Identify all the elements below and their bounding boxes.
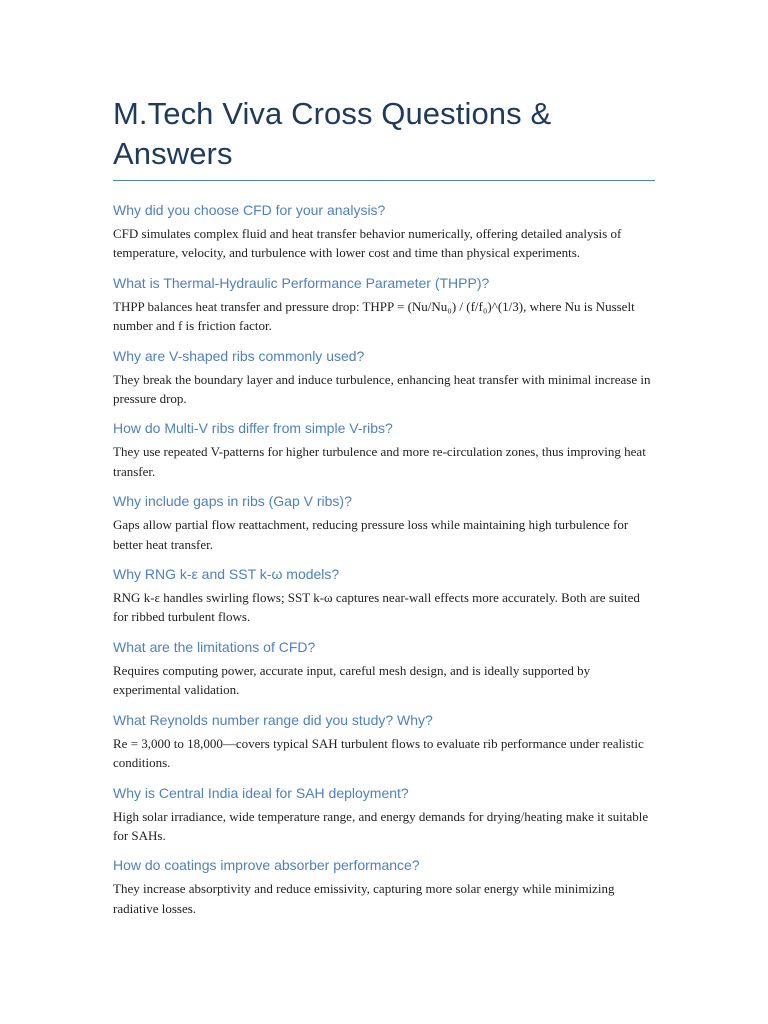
question-heading: What are the limitations of CFD? [113,638,316,655]
answer-paragraph: Requires computing power, accurate input, careful mesh design, and is ideally supported by experimental validation. [113,662,591,698]
question-heading: Why is Central India ideal for SAH deployment? [113,784,409,801]
answer-paragraph: RNG k-ε handles swirling flows; SST k-ω captures near-wall effects more accurately. Both are suited for ribbed turbulent flows. [113,590,640,625]
answer-paragraph: CFD simulates complex fluid and heat transfer behavior numerically, offering detailed analysis of temperature, velocity, and turbulence with lower cost and time than physical experiments. [113,226,622,261]
document-title: M.Tech Viva Cross Questions & Answers [113,96,552,171]
question-heading: How do Multi-V ribs differ from simple V-ribs? [113,420,393,437]
qa-list [113,200,655,918]
question-heading: Why include gaps in ribs (Gap V ribs)? [113,493,352,510]
answer-paragraph: Gaps allow partial flow reattachment, reducing pressure loss while maintaining high turbulence for better heat transfer. [113,517,629,552]
qa-item [113,783,655,846]
answer-paragraph: They increase absorptivity and reduce emissivity, capturing more solar energy while minimizing radiative losses. [113,881,615,916]
qa-item [113,710,655,773]
qa-item [113,855,655,918]
qa-item [113,418,655,481]
question-heading: Why are V-shaped ribs commonly used? [113,347,365,364]
question-heading: How do coatings improve absorber performance? [113,857,420,874]
title-underline-divider [113,180,655,181]
qa-item [113,200,655,263]
question-heading: What is Thermal-Hydraulic Performance Parameter (THPP)? [113,274,490,291]
answer-paragraph: Re = 3,000 to 18,000—covers typical SAH turbulent flows to evaluate rib performance under realistic conditions. [113,735,644,771]
qa-item [113,491,655,554]
qa-item [113,637,655,700]
question-heading: Why RNG k-ε and SST k-ω models? [113,566,340,583]
question-heading: Why did you choose CFD for your analysis? [113,202,386,218]
qa-item [113,273,655,336]
answer-paragraph: They break the boundary layer and induce turbulence, enhancing heat transfer with minimal increase in pressure drop. [113,371,651,407]
answer-paragraph: THPP balances heat transfer and pressure drop: THPP = (Nu/Nu₀) / (f/f₀)^(1/3), where Nu is Nusselt number and f is friction factor. [113,298,635,334]
answer-paragraph: They use repeated V-patterns for higher turbulence and more re-circulation zones, thus improving heat transfer. [113,444,646,479]
answer-paragraph: High solar irradiance, wide temperature range, and energy demands for drying/heating make it suitable for SAHs. [113,808,649,843]
question-heading: What Reynolds number range did you study? Why? [113,711,433,728]
qa-item [113,346,655,409]
qa-item [113,564,655,627]
